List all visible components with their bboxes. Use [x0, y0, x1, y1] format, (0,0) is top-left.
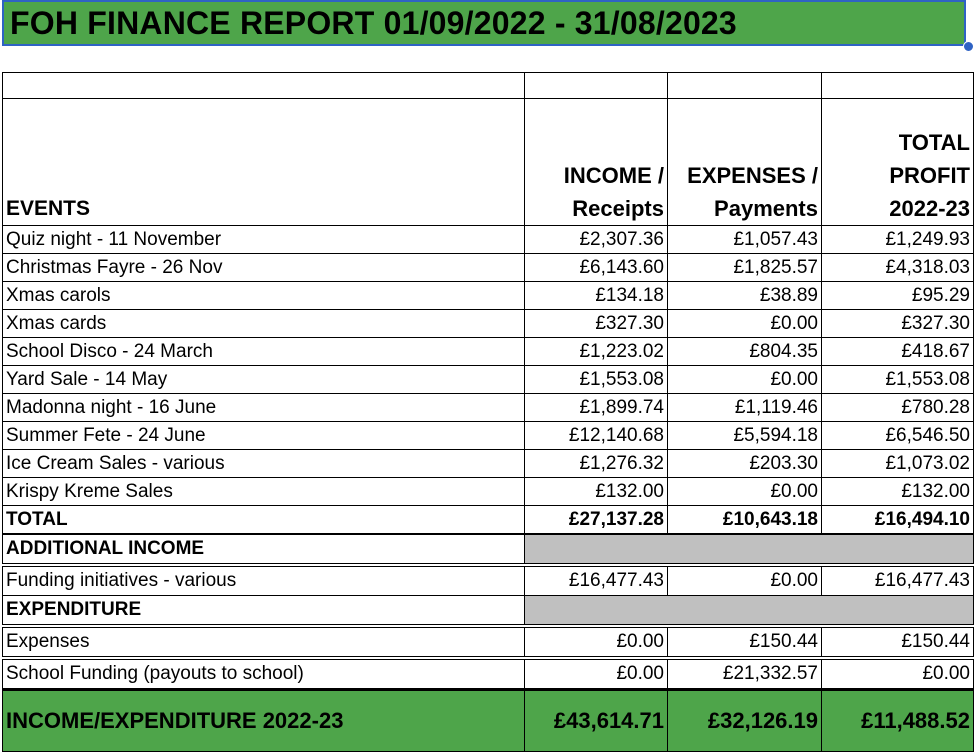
total-income[interactable]: £27,137.28	[525, 506, 668, 535]
funding-label[interactable]: Funding initiatives - various	[3, 567, 525, 596]
event-name[interactable]: Summer Fete - 24 June	[3, 422, 525, 450]
report-title: FOH FINANCE REPORT 01/09/2022 - 31/08/2023	[10, 5, 737, 41]
event-profit[interactable]: £1,249.93	[822, 226, 974, 254]
event-row	[3, 226, 974, 254]
event-income[interactable]: £134.18	[525, 282, 668, 310]
school-funding-label[interactable]: School Funding (payouts to school)	[3, 660, 525, 690]
total-profit[interactable]: £16,494.10	[822, 506, 974, 535]
event-row	[3, 478, 974, 506]
event-income[interactable]: £327.30	[525, 310, 668, 338]
cell[interactable]	[525, 73, 668, 99]
funding-expenses[interactable]: £0.00	[668, 567, 822, 596]
total-label[interactable]: TOTAL	[3, 506, 525, 535]
event-name[interactable]: Quiz night - 11 November	[3, 226, 525, 254]
cell[interactable]	[822, 73, 974, 99]
header-income-line2: Receipts	[572, 196, 664, 221]
header-profit-line2: PROFIT	[889, 163, 970, 188]
header-profit-line3: 2022-23	[889, 196, 970, 221]
event-income[interactable]: £1,899.74	[525, 394, 668, 422]
grey-fill-cell[interactable]	[525, 596, 974, 625]
event-name[interactable]: Xmas carols	[3, 282, 525, 310]
expenses-income[interactable]: £0.00	[525, 628, 668, 657]
event-income[interactable]: £12,140.68	[525, 422, 668, 450]
summary-income[interactable]: £43,614.71	[525, 690, 668, 752]
event-profit[interactable]: £1,073.02	[822, 450, 974, 478]
funding-income[interactable]: £16,477.43	[525, 567, 668, 596]
event-row	[3, 422, 974, 450]
selection-handle[interactable]	[963, 41, 974, 52]
school-funding-income[interactable]: £0.00	[525, 660, 668, 690]
event-row	[3, 282, 974, 310]
event-expenses[interactable]: £5,594.18	[668, 422, 822, 450]
header-profit[interactable]	[822, 99, 974, 226]
additional-income-heading[interactable]: ADDITIONAL INCOME	[3, 534, 525, 564]
header-expenses[interactable]	[668, 99, 822, 226]
event-name[interactable]: School Disco - 24 March	[3, 338, 525, 366]
header-row	[3, 99, 974, 226]
header-profit-line1: TOTAL	[898, 130, 970, 155]
event-expenses[interactable]: £1,119.46	[668, 394, 822, 422]
summary-label[interactable]: INCOME/EXPENDITURE 2022-23	[3, 690, 525, 752]
header-income-line1: INCOME /	[563, 163, 664, 188]
expenses-expenses[interactable]: £150.44	[668, 628, 822, 657]
event-row	[3, 450, 974, 478]
event-expenses[interactable]: £1,057.43	[668, 226, 822, 254]
event-income[interactable]: £2,307.36	[525, 226, 668, 254]
event-expenses[interactable]: £38.89	[668, 282, 822, 310]
event-expenses[interactable]: £0.00	[668, 310, 822, 338]
event-expenses[interactable]: £804.35	[668, 338, 822, 366]
event-profit[interactable]: £6,546.50	[822, 422, 974, 450]
event-expenses[interactable]: £1,825.57	[668, 254, 822, 282]
event-profit[interactable]: £780.28	[822, 394, 974, 422]
header-expenses-line1: EXPENSES /	[687, 163, 818, 188]
event-row	[3, 338, 974, 366]
school-funding-row	[3, 660, 974, 690]
event-row	[3, 394, 974, 422]
event-income[interactable]: £1,553.08	[525, 366, 668, 394]
expenditure-heading[interactable]: EXPENDITURE	[3, 596, 525, 625]
report-title-cell[interactable]	[2, 0, 966, 46]
header-expenses-line2: Payments	[714, 196, 818, 221]
event-row	[3, 254, 974, 282]
total-row	[3, 506, 974, 535]
event-income[interactable]: £132.00	[525, 478, 668, 506]
grey-fill-cell[interactable]	[525, 534, 974, 564]
header-events[interactable]	[3, 99, 525, 226]
event-profit[interactable]: £1,553.08	[822, 366, 974, 394]
summary-profit[interactable]: £11,488.52	[822, 690, 974, 752]
funding-profit[interactable]: £16,477.43	[822, 567, 974, 596]
event-name[interactable]: Madonna night - 16 June	[3, 394, 525, 422]
event-profit[interactable]: £4,318.03	[822, 254, 974, 282]
event-name[interactable]: Yard Sale - 14 May	[3, 366, 525, 394]
funding-row	[3, 567, 974, 596]
event-profit[interactable]: £132.00	[822, 478, 974, 506]
event-expenses[interactable]: £203.30	[668, 450, 822, 478]
event-row	[3, 366, 974, 394]
event-income[interactable]: £1,276.32	[525, 450, 668, 478]
total-expenses[interactable]: £10,643.18	[668, 506, 822, 535]
finance-table	[2, 72, 974, 752]
cell[interactable]	[668, 73, 822, 99]
event-name[interactable]: Christmas Fayre - 26 Nov	[3, 254, 525, 282]
expenses-profit[interactable]: £150.44	[822, 628, 974, 657]
event-name[interactable]: Xmas cards	[3, 310, 525, 338]
expenditure-heading-row	[3, 596, 974, 625]
additional-income-heading-row	[3, 534, 974, 564]
school-funding-expenses[interactable]: £21,332.57	[668, 660, 822, 690]
header-income[interactable]	[525, 99, 668, 226]
event-profit[interactable]: £418.67	[822, 338, 974, 366]
summary-expenses[interactable]: £32,126.19	[668, 690, 822, 752]
event-income[interactable]: £1,223.02	[525, 338, 668, 366]
event-row	[3, 310, 974, 338]
cell[interactable]	[3, 73, 525, 99]
event-profit[interactable]: £95.29	[822, 282, 974, 310]
header-events-label: EVENTS	[6, 197, 91, 220]
event-name[interactable]: Ice Cream Sales - various	[3, 450, 525, 478]
expenses-label[interactable]: Expenses	[3, 628, 525, 657]
school-funding-profit[interactable]: £0.00	[822, 660, 974, 690]
event-expenses[interactable]: £0.00	[668, 478, 822, 506]
expenses-row	[3, 628, 974, 657]
event-profit[interactable]: £327.30	[822, 310, 974, 338]
event-name[interactable]: Krispy Kreme Sales	[3, 478, 525, 506]
empty-row	[3, 73, 974, 99]
event-income[interactable]: £6,143.60	[525, 254, 668, 282]
event-expenses[interactable]: £0.00	[668, 366, 822, 394]
summary-row	[3, 690, 974, 752]
